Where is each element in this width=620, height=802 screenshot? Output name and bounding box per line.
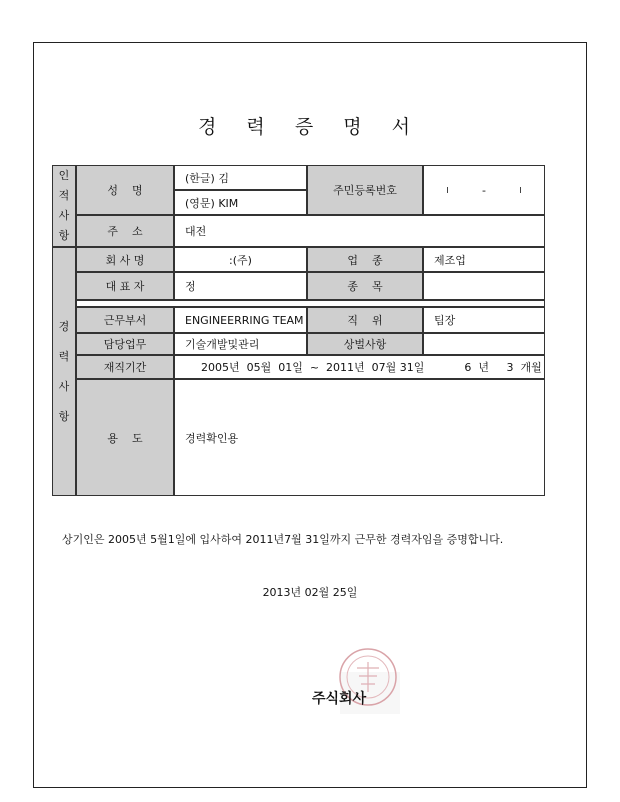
spacer-row (76, 300, 545, 307)
redaction-mark (520, 187, 521, 193)
industry-label-text: 업 종 (347, 253, 383, 267)
department-value-text: ENGINEERRING TEAM (185, 313, 304, 327)
personal-section-char: 사 (58, 209, 70, 222)
purpose-value (174, 379, 545, 496)
period-label (76, 355, 174, 379)
name-label (76, 165, 174, 215)
industry-value-text: 제조업 (434, 253, 466, 267)
address-value-text: 대전 (185, 225, 207, 238)
ceo-label-text: 대 표 자 (105, 280, 145, 293)
address-value (174, 215, 545, 247)
duty-value (174, 333, 307, 355)
company-label-text: 회 사 명 (105, 253, 145, 267)
career-section-char: 경 (58, 319, 70, 333)
name-english (174, 190, 307, 215)
rewards-label (307, 333, 423, 355)
ceo-value (174, 272, 307, 300)
duty-label-text: 담당업무 (103, 338, 147, 351)
resident-no-value-text: - (482, 183, 486, 197)
position-value-text: 팀장 (434, 314, 456, 327)
position-label-text: 직 위 (347, 314, 383, 327)
rewards-value (423, 333, 545, 355)
personal-section-char: 인 (58, 169, 70, 182)
company-value-text: :(주) (229, 253, 252, 267)
certificate-form (52, 165, 545, 496)
department-value (174, 307, 307, 333)
redaction-mark (447, 187, 448, 193)
career-section-char: 사 (58, 379, 70, 393)
period-duration-text: 6 년 3 개월 (464, 361, 542, 374)
purpose-label (76, 379, 174, 496)
personal-section-char: 항 (58, 229, 70, 242)
period-label-text: 재직기간 (103, 361, 147, 374)
name-english-text: (영문) KIM (185, 196, 239, 210)
rewards-label-text: 상벌사항 (343, 338, 387, 351)
ceo-label (76, 272, 174, 300)
personal-section-label (52, 165, 76, 247)
category-label (307, 272, 423, 300)
document-title: 경 력 증 명 서 (198, 116, 422, 138)
name-korean-text: (한글) 김 (185, 171, 229, 185)
category-label-text: 종 목 (347, 280, 383, 293)
certification-statement: 상기인은 2005년 5월1일에 입사하여 2011년7월 31일까지 근무한 경력자임을 증명합니다. (62, 533, 504, 546)
career-section-label (52, 247, 76, 496)
position-label (307, 307, 423, 333)
resident-no-value (423, 165, 545, 215)
position-value (423, 307, 545, 333)
company-value (174, 247, 307, 272)
career-section-char: 력 (58, 349, 70, 363)
period-value (174, 355, 545, 379)
duty-value-text: 기술개발및관리 (185, 338, 260, 351)
name-label-text: 성 명 (107, 184, 143, 197)
ceo-value-text: 정 (185, 280, 196, 293)
address-label (76, 215, 174, 247)
company-label (76, 247, 174, 272)
industry-label (307, 247, 423, 272)
department-label (76, 307, 174, 333)
career-section-char: 항 (58, 409, 70, 423)
company-signature: 주식회사 (312, 691, 367, 707)
personal-section-char: 적 (58, 189, 70, 202)
resident-no-label (307, 165, 423, 215)
issue-date: 2013년 02월 25일 (262, 586, 358, 599)
department-label-text: 근무부서 (103, 314, 147, 327)
category-value (423, 272, 545, 300)
address-label-text: 주 소 (107, 225, 143, 238)
purpose-label-text: 용 도 (107, 431, 143, 445)
resident-no-label-text: 주민등록번호 (333, 184, 397, 197)
period-value-text: 2005년 05월 01일 ~ 2011년 07월 31일 (201, 361, 425, 374)
duty-label (76, 333, 174, 355)
industry-value (423, 247, 545, 272)
purpose-value-text: 경력확인용 (185, 431, 239, 445)
name-korean (174, 165, 307, 190)
